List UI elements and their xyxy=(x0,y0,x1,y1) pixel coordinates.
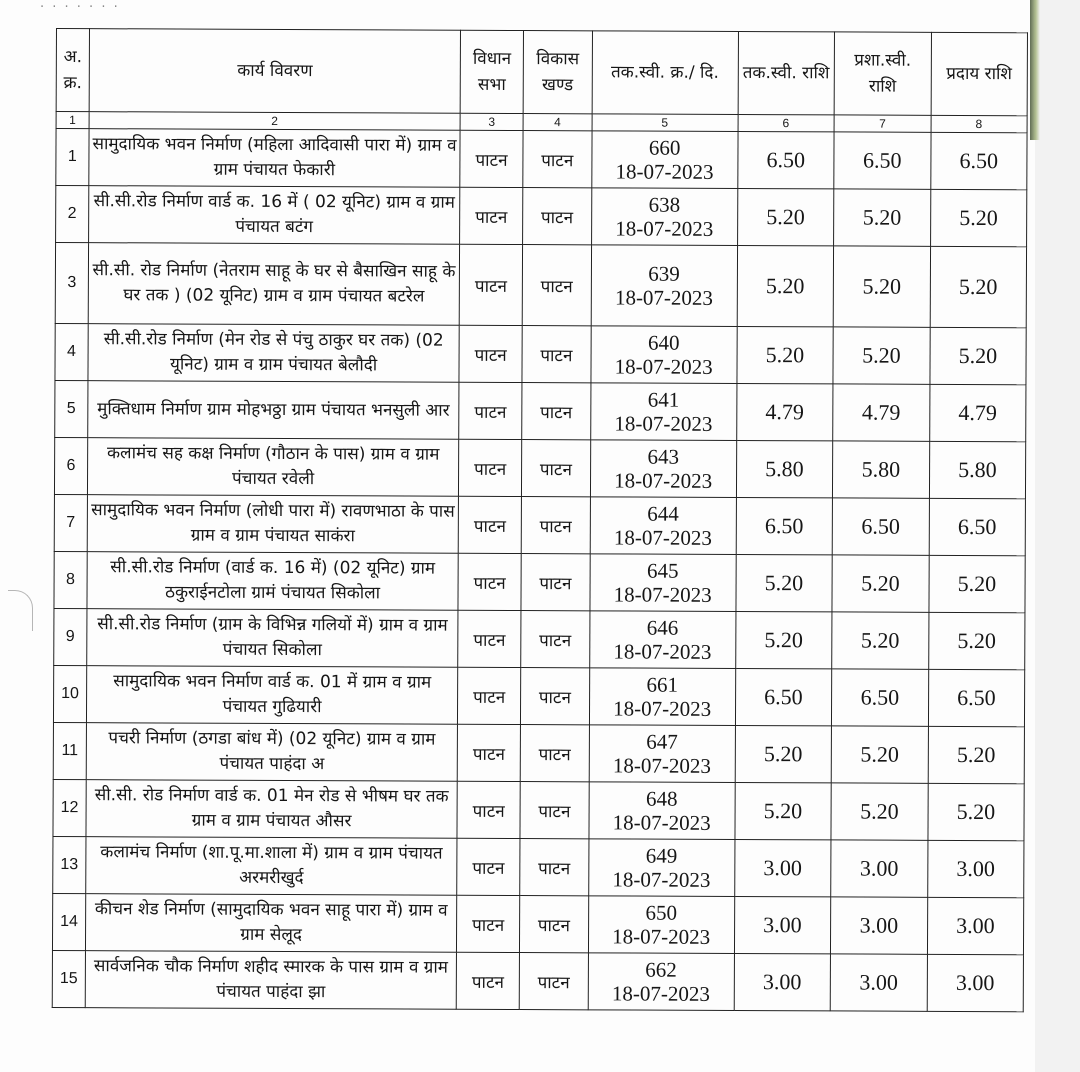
order-date: 18-07-2023 xyxy=(615,216,714,241)
admin-amount-cell: 5.20 xyxy=(832,555,929,612)
admin-amount-cell: 5.20 xyxy=(833,246,930,327)
tech-amount-cell: 4.79 xyxy=(736,383,833,440)
tech-order-cell xyxy=(588,896,734,954)
assembly-cell: पाटन xyxy=(458,610,521,667)
table-row xyxy=(55,323,1026,384)
order-date: 18-07-2023 xyxy=(612,867,711,892)
tech-amount-cell: 6.50 xyxy=(736,497,833,554)
header-description: कार्य विवरण xyxy=(89,29,461,114)
block-cell: पाटन xyxy=(520,668,589,725)
order-date: 18-07-2023 xyxy=(615,159,714,184)
assembly-cell: पाटन xyxy=(458,667,521,724)
order-date: 18-07-2023 xyxy=(613,525,712,550)
column-number: 1 xyxy=(56,112,89,129)
work-description-cell: सी.सी. रोड निर्माण वार्ड क. 01 मेन रोड से भीषम घर तक ग्राम व ग्राम पंचायत औसर xyxy=(86,780,458,839)
order-number: 660 xyxy=(648,135,681,160)
order-date: 18-07-2023 xyxy=(611,981,710,1006)
admin-amount-cell: 6.50 xyxy=(832,669,929,726)
table-row xyxy=(53,836,1024,897)
admin-amount-cell: 6.50 xyxy=(834,132,931,189)
work-description-cell: सामुदायिक भवन निर्माण (लोधी पारा में) रावणभाठा के पास ग्राम व ग्राम पंचायत साकंरा xyxy=(87,495,459,554)
block-cell: पाटन xyxy=(520,839,589,896)
order-date: 18-07-2023 xyxy=(613,696,712,721)
header-assembly: विधान सभा xyxy=(460,30,523,113)
work-description-cell: कलामंच सह कक्ष निर्माण (गौठान के पास) ग्राम व ग्राम पंचायत रवेली xyxy=(87,438,459,497)
table-row xyxy=(53,722,1024,783)
assembly-cell: पाटन xyxy=(460,130,523,187)
tech-amount-cell: 3.00 xyxy=(734,953,831,1010)
serial-number-cell: 4 xyxy=(55,323,88,380)
work-description-cell: कीचन शेड निर्माण (सामुदायिक भवन साहू पारा में) ग्राम व ग्राम सेलूद xyxy=(85,894,457,953)
grant-amount-cell: 5.20 xyxy=(929,555,1026,612)
table-row xyxy=(54,608,1025,669)
block-cell: पाटन xyxy=(523,188,592,245)
table-row xyxy=(53,665,1024,726)
block-cell: पाटन xyxy=(519,953,588,1010)
admin-amount-cell: 5.20 xyxy=(831,783,928,840)
tech-order-cell xyxy=(591,188,737,246)
tech-order-cell xyxy=(591,245,737,327)
header-row xyxy=(56,29,1027,116)
work-description-cell: सार्वजनिक चौक निर्माण शहीद स्मारक के पास ग्राम व ग्राम पंचायत पाहंदा झा xyxy=(85,951,457,1010)
header-block: विकास खण्ड xyxy=(523,31,592,114)
order-number: 644 xyxy=(647,501,679,526)
serial-number-cell: 8 xyxy=(54,551,87,608)
serial-number-cell: 15 xyxy=(52,950,85,1007)
page-edge-shadow xyxy=(1030,0,1040,140)
table-row xyxy=(55,380,1026,441)
grant-amount-cell: 3.00 xyxy=(927,954,1024,1011)
order-number: 643 xyxy=(647,444,680,469)
order-date: 18-07-2023 xyxy=(614,468,713,493)
tech-amount-cell: 6.50 xyxy=(737,131,834,188)
order-number: 645 xyxy=(646,558,679,583)
table-row xyxy=(55,243,1026,328)
admin-amount-cell: 5.20 xyxy=(831,726,928,783)
order-date: 18-07-2023 xyxy=(612,753,711,778)
column-number: 5 xyxy=(592,114,738,132)
admin-amount-cell: 4.79 xyxy=(833,384,930,441)
column-number: 3 xyxy=(460,113,523,130)
admin-amount-cell: 5.20 xyxy=(833,327,930,384)
tech-order-cell xyxy=(589,782,735,840)
tech-amount-cell: 5.20 xyxy=(737,245,834,326)
tech-order-cell xyxy=(589,668,735,726)
serial-number-cell: 5 xyxy=(55,380,88,437)
grant-amount-cell: 5.20 xyxy=(930,189,1027,246)
order-date: 18-07-2023 xyxy=(614,285,714,310)
grant-amount-cell: 4.79 xyxy=(929,384,1026,441)
assembly-cell: पाटन xyxy=(459,325,522,382)
order-date: 18-07-2023 xyxy=(613,582,712,607)
grant-amount-cell: 6.50 xyxy=(929,498,1026,555)
tech-order-cell xyxy=(589,725,735,783)
serial-number-cell: 2 xyxy=(56,186,89,243)
tech-order-cell xyxy=(591,326,737,384)
tech-amount-cell: 5.80 xyxy=(736,440,833,497)
admin-amount-cell: 6.50 xyxy=(832,498,929,555)
tech-amount-cell: 3.00 xyxy=(734,896,831,953)
work-description-cell: सी.सी. रोड निर्माण (नेतराम साहू के घर से बैसाखिन साहू के घर तक ) (02 यूनिट) ग्राम व ग्राम पंचायत बटरेल xyxy=(88,243,460,326)
tech-order-cell xyxy=(590,554,736,612)
table-row xyxy=(52,950,1023,1011)
assembly-cell: पाटन xyxy=(457,724,520,781)
block-cell: पाटन xyxy=(520,782,589,839)
grant-amount-cell: 3.00 xyxy=(927,897,1024,954)
cropped-heading-text: · · · · · · · xyxy=(40,0,120,12)
order-number: 647 xyxy=(646,729,678,754)
serial-number-cell: 14 xyxy=(52,893,85,950)
table-row xyxy=(54,437,1025,498)
column-number: 2 xyxy=(89,112,460,131)
work-description-cell: सी.सी.रोड निर्माण (मेन रोड से पंचु ठाकुर घर तक) (02 यूनिट) ग्राम व ग्राम पंचायत बेलौदी xyxy=(88,324,460,383)
header-serial: अ. क्र. xyxy=(56,29,89,112)
order-number: 640 xyxy=(647,330,680,355)
grant-amount-cell: 5.80 xyxy=(929,441,1026,498)
works-table xyxy=(52,28,1028,1012)
header-tech-order: तक.स्वी. क्र./ दि. xyxy=(592,31,738,115)
order-date: 18-07-2023 xyxy=(612,924,711,949)
order-date: 18-07-2023 xyxy=(614,411,713,436)
grant-amount-cell: 6.50 xyxy=(930,132,1027,189)
work-description-cell: सी.सी.रोड निर्माण वार्ड क. 16 में ( 02 यूनिट) ग्राम व ग्राम पंचायत बटंग xyxy=(88,186,460,245)
block-cell: पाटन xyxy=(519,896,588,953)
order-number: 650 xyxy=(645,900,678,925)
tech-amount-cell: 6.50 xyxy=(735,668,832,725)
admin-amount-cell: 5.80 xyxy=(833,441,930,498)
assembly-cell: पाटन xyxy=(460,187,523,244)
tech-amount-cell: 5.20 xyxy=(735,611,832,668)
serial-number-cell: 6 xyxy=(54,437,87,494)
header-grant-amount: प्रदाय राशि xyxy=(931,32,1028,115)
work-description-cell: मुक्तिधाम निर्माण ग्राम मोहभठ्ठा ग्राम पंचायत भनसुली आर xyxy=(88,381,460,440)
tech-order-cell xyxy=(590,440,736,498)
serial-number-cell: 12 xyxy=(53,779,86,836)
serial-number-cell: 7 xyxy=(54,494,87,551)
block-cell: पाटन xyxy=(522,326,591,383)
column-number: 6 xyxy=(738,114,835,131)
work-description-cell: सी.सी.रोड निर्माण (वार्ड क. 16 में) (02 यूनिट) ग्राम ठकुराईनटोला ग्रामं पंचायत सिकोला xyxy=(87,552,459,611)
assembly-cell: पाटन xyxy=(459,439,522,496)
work-description-cell: सी.सी.रोड निर्माण (ग्राम के विभिन्न गलियों में) ग्राम व ग्राम पंचायत सिकोला xyxy=(87,609,459,668)
order-date: 18-07-2023 xyxy=(612,810,711,835)
tech-amount-cell: 5.20 xyxy=(735,725,832,782)
work-description-cell: कलामंच निर्माण (शा.पू.मा.शाला में) ग्राम व ग्राम पंचायत अरमरीखुर्द xyxy=(86,837,458,896)
grant-amount-cell: 5.20 xyxy=(928,726,1025,783)
order-number: 641 xyxy=(647,387,680,412)
assembly-cell: पाटन xyxy=(458,496,521,553)
order-number: 639 xyxy=(648,261,680,286)
table-row xyxy=(54,494,1025,555)
serial-number-cell: 11 xyxy=(53,722,86,779)
block-cell: पाटन xyxy=(522,383,591,440)
block-cell: पाटन xyxy=(520,725,589,782)
grant-amount-cell: 5.20 xyxy=(930,246,1027,327)
order-number: 661 xyxy=(646,672,679,697)
admin-amount-cell: 3.00 xyxy=(830,954,927,1011)
table-row xyxy=(56,186,1027,247)
tech-order-cell xyxy=(589,611,735,669)
column-number: 4 xyxy=(523,114,592,131)
block-cell: पाटन xyxy=(521,611,590,668)
serial-number-cell: 3 xyxy=(55,243,88,324)
admin-amount-cell: 3.00 xyxy=(831,840,928,897)
table-row xyxy=(54,551,1025,612)
assembly-cell: पाटन xyxy=(459,244,522,325)
pen-mark xyxy=(8,590,33,631)
work-description-cell: सामुदायिक भवन निर्माण (महिला आदिवासी पारा में) ग्राम व ग्राम पंचायत फेकारी xyxy=(89,129,461,188)
order-number: 638 xyxy=(648,192,681,217)
grant-amount-cell: 5.20 xyxy=(930,327,1027,384)
tech-order-cell xyxy=(590,383,736,441)
order-number: 649 xyxy=(645,843,678,868)
order-number: 646 xyxy=(646,615,679,640)
tech-order-cell xyxy=(588,839,734,897)
admin-amount-cell: 5.20 xyxy=(834,189,931,246)
grant-amount-cell: 5.20 xyxy=(928,783,1025,840)
table-row xyxy=(53,779,1024,840)
tech-amount-cell: 5.20 xyxy=(736,554,833,611)
assembly-cell: पाटन xyxy=(457,781,520,838)
tech-amount-cell: 5.20 xyxy=(737,188,834,245)
serial-number-cell: 13 xyxy=(53,836,86,893)
tech-order-cell xyxy=(588,953,734,1011)
tech-amount-cell: 5.20 xyxy=(737,326,834,383)
order-number: 662 xyxy=(645,957,677,982)
assembly-cell: पाटन xyxy=(457,895,520,952)
grant-amount-cell: 6.50 xyxy=(928,669,1025,726)
assembly-cell: पाटन xyxy=(457,838,520,895)
order-date: 18-07-2023 xyxy=(614,354,713,379)
block-cell: पाटन xyxy=(523,131,592,188)
block-cell: पाटन xyxy=(521,554,590,611)
grant-amount-cell: 5.20 xyxy=(928,612,1025,669)
column-number: 7 xyxy=(834,115,931,132)
serial-number-cell: 1 xyxy=(56,129,89,186)
column-number: 8 xyxy=(931,115,1027,132)
table-row xyxy=(52,893,1023,954)
serial-number-cell: 9 xyxy=(54,608,87,665)
tech-order-cell xyxy=(590,497,736,555)
assembly-cell: पाटन xyxy=(456,952,519,1009)
block-cell: पाटन xyxy=(522,245,591,326)
grant-amount-cell: 3.00 xyxy=(927,840,1024,897)
admin-amount-cell: 3.00 xyxy=(831,897,928,954)
work-description-cell: सामुदायिक भवन निर्माण वार्ड क. 01 में ग्राम व ग्राम पंचायत गुढियारी xyxy=(86,666,458,725)
serial-number-cell: 10 xyxy=(53,665,86,722)
work-description-cell: पचरी निर्माण (ठगडा बांध में) (02 यूनिट) ग्राम व ग्राम पंचायत पाहंदा अ xyxy=(86,723,458,782)
order-number: 648 xyxy=(645,786,678,811)
tech-amount-cell: 5.20 xyxy=(735,782,832,839)
block-cell: पाटन xyxy=(521,497,590,554)
admin-amount-cell: 5.20 xyxy=(832,612,929,669)
header-admin-amount: प्रशा.स्वी. राशि xyxy=(834,32,931,115)
assembly-cell: पाटन xyxy=(458,553,521,610)
tech-amount-cell: 3.00 xyxy=(734,839,831,896)
table-row xyxy=(56,129,1027,190)
order-date: 18-07-2023 xyxy=(613,639,712,664)
tech-order-cell xyxy=(592,131,738,189)
block-cell: पाटन xyxy=(521,440,590,497)
assembly-cell: पाटन xyxy=(459,382,522,439)
header-tech-amount: तक.स्वी. राशि xyxy=(738,31,835,114)
